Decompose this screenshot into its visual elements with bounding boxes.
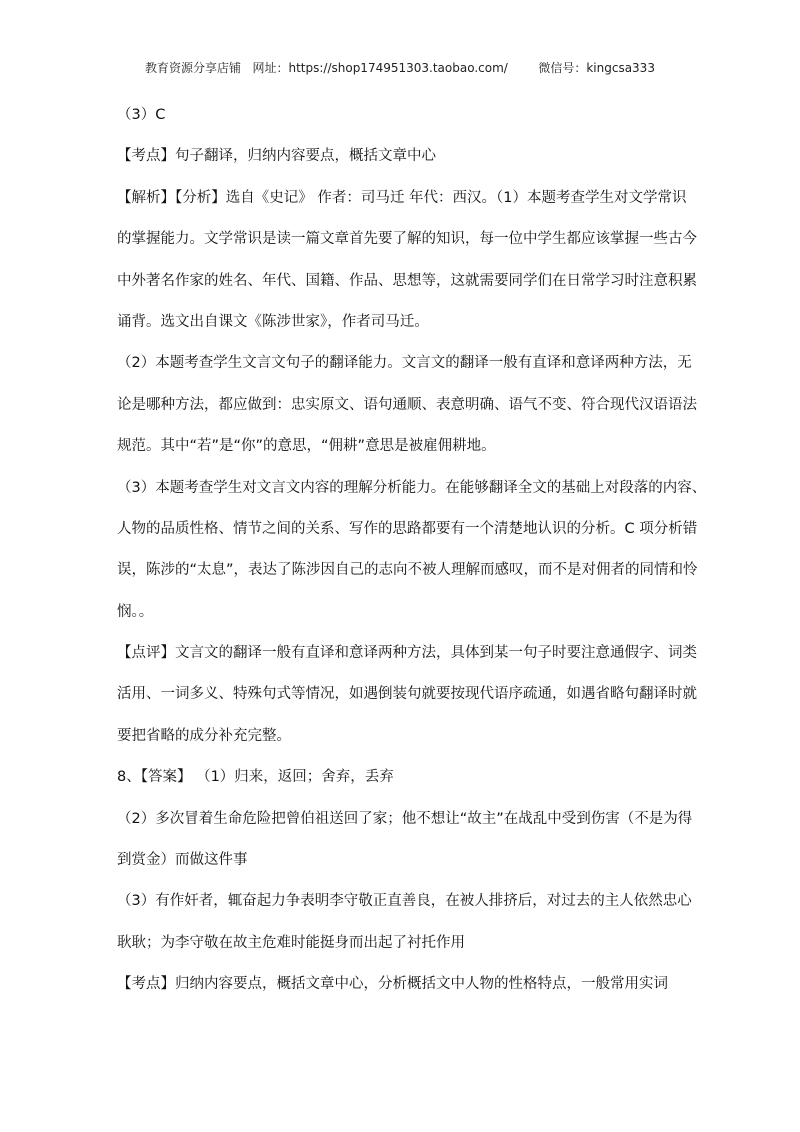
text-line: 【考点】归纳内容要点，概括文章中心，分析概括文中人物的性格特点，一般常用实词 [117,976,668,993]
text-line: 【点评】文言文的翻译一般有直译和意译两种方法，具体到某一句子时要注意通假字、词类 [117,645,697,662]
text-line: 要把省略的成分补充完整。 [117,727,291,744]
text-line: 误，陈涉的“太息”，表达了陈涉因自己的志向不被人理解而感叹，而不是对佣者的同情和怜 [117,562,698,579]
text-line: 到赏金）而做这件事 [117,852,248,869]
text-line: 悯。。 [117,603,154,620]
text-line: 人物的品质性格、情节之间的关系、写作的思路都要有一个清楚地认识的分析。C 项分析错 [117,520,698,537]
text-line: 活用、一词多义、特殊句式等情况，如遇倒装句就要按现代语序疏通，如遇省略句翻译时就 [117,686,697,703]
text-line: （3）C [117,107,166,123]
text-line: 诵背。选文出自课文《陈涉世家》，作者司马迁。 [117,313,429,330]
text-line: 【解析】【分析】选自《史记》 作者：司马迁 年代：西汉。（1）本题考查学生对文学常识 [117,189,687,206]
text-line: 规范。其中“若”是“你”的意思，“佣耕”意思是被雇佣耕地。 [117,438,496,455]
page-header: 教育资源分享店铺 网址：https://shop174951303.taobao.com/ 微信号：kingcsa333 [145,61,655,75]
text-line: 【考点】句子翻译，归纳内容要点，概括文章中心 [117,148,436,165]
text-line: （2）多次冒着生命危险把曾伯祖送回了家；他不想让“故主”在战乱中受到伤害（不是为得 [117,810,693,827]
text-line: 中外著名作家的姓名、年代、国籍、作品、思想等，这就需要同学们在日常学习时注意积累 [117,272,697,289]
text-line: 8、【答案】 （1）归来，返回；舍弃，丢弃 [117,769,394,786]
text-line: 耿耿；为李守敬在故主危难时能挺身而出起了衬托作用 [117,934,465,951]
text-line: （3）本题考查学生对文言文内容的理解分析能力。在能够翻译全文的基础上对段落的内容、 [117,479,707,496]
document-body [117,105,707,1016]
text-line: 论是哪种方法，都应做到：忠实原文、语句通顺、表意明确、语气不变、符合现代汉语语法 [117,396,697,413]
text-line: 的掌握能力。文学常识是读一篇文章首先要了解的知识，每一位中学生都应该掌握一些古今 [117,231,697,248]
text-line: （2）本题考查学生文言文句子的翻译能力。文言文的翻译一般有直译和意译两种方法，无 [117,355,692,372]
text-line: （3）有作奸者，辄奋起力争表明李守敬正直善良，在被人排挤后，对过去的主人依然忠心 [117,893,692,910]
